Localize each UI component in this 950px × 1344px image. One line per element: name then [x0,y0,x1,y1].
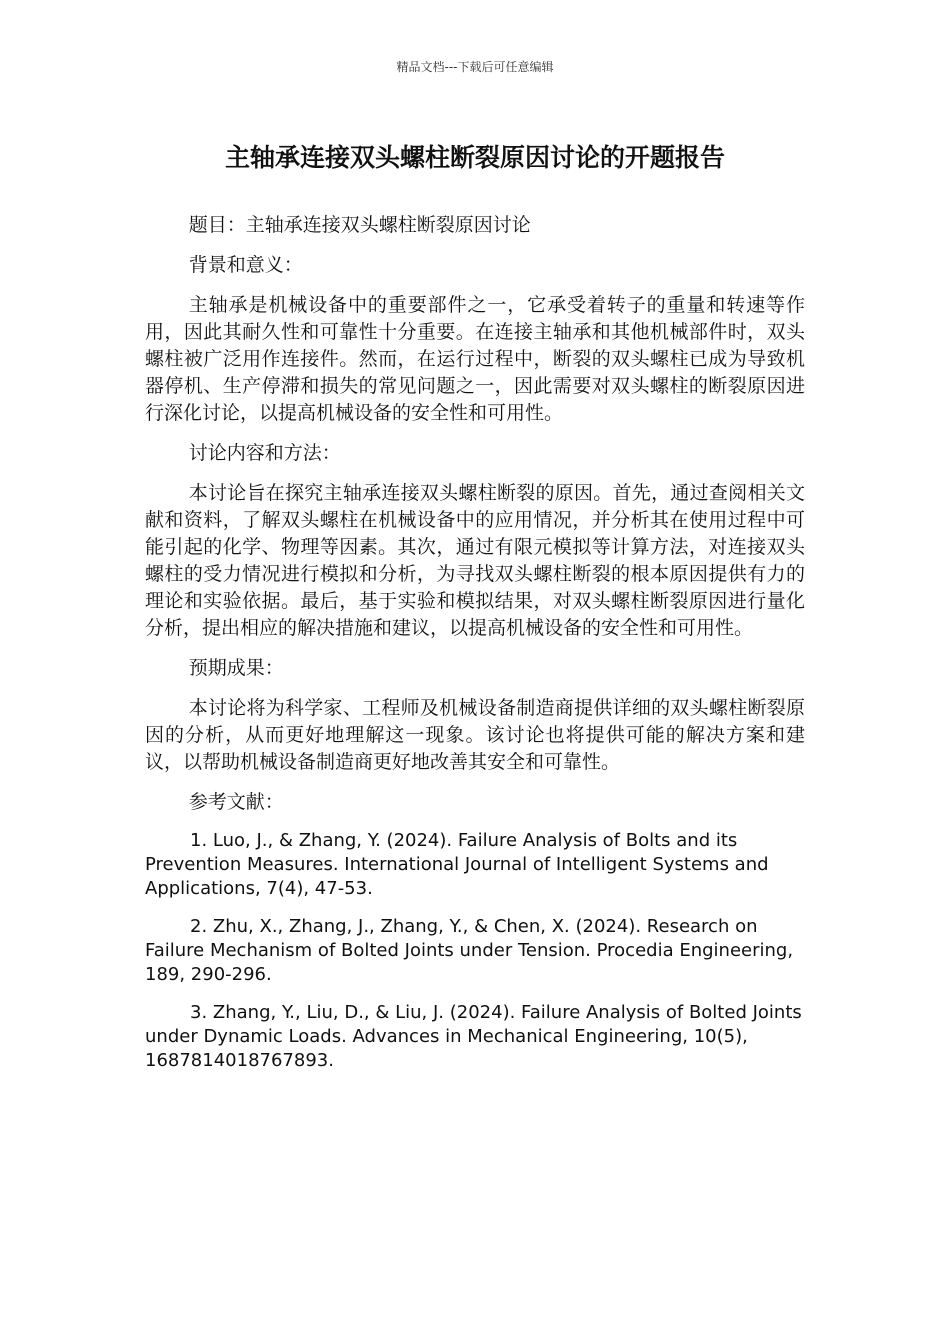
reference-item-3: 3. Zhang, Y., Liu, D., & Liu, J. (2024). Failure Analysis of Bolted Joints under Dynamic Loads. Advances in Mechanical Engineering, 10(5), 1687814018767893. [145,1002,802,1071]
results-heading: 预期成果： [188,657,284,679]
subject-line: 题目：主轴承连接双头螺柱断裂原因讨论 [188,214,531,236]
results-text: 本讨论将为科学家、工程师及机械设备制造商提供详细的双头螺柱断裂原因的分析，从而更好地理解这一现象。该讨论也将提供可能的解决方案和建议，以帮助机械设备制造商更好地改善其安全和可靠性。 [145,697,805,773]
methods-text: 本讨论旨在探究主轴承连接双头螺柱断裂的原因。首先，通过查阅相关文献和资料，了解双头螺柱在机械设备中的应用情况，并分析其在使用过程中可能引起的化学、物理等因素。其次，通过有限元模拟等计算方法，对连接双头螺柱的受力情况进行模拟和分析，为寻找双头螺柱断裂的根本原因提供有力的理论和实验依据。最后，基于实验和模拟结果，对双头螺柱断裂原因进行量化分析，提出相应的解决措施和建议，以提高机械设备的安全性和可用性。 [145,482,805,639]
references-heading: 参考文献： [188,791,284,813]
document-body [145,212,805,1087]
methods-heading: 讨论内容和方法： [188,442,341,464]
header-note: 精品文档---下载后可任意编辑 [396,60,554,74]
background-text: 主轴承是机械设备中的重要部件之一，它承受着转子的重量和转速等作用，因此其耐久性和可靠性十分重要。在连接主轴承和其他机械部件时，双头螺柱被广泛用作连接件。然而，在运行过程中，断裂的双头螺柱已成为导致机器停机、生产停滞和损失的常见问题之一，因此需要对双头螺柱的断裂原因进行深化讨论，以提高机械设备的安全性和可用性。 [145,294,805,424]
document-title: 主轴承连接双头螺柱断裂原因讨论的开题报告 [224,143,725,172]
reference-item-1: 1. Luo, J., & Zhang, Y. (2024). Failure Analysis of Bolts and its Prevention Measures. International Journal of Intelligent Systems and Applications, 7(4), 47-53. [145,830,769,899]
reference-item-2: 2. Zhu, X., Zhang, J., Zhang, Y., & Chen, X. (2024). Research on Failure Mechanism of Bolted Joints under Tension. Procedia Engineering, 189, 290-296. [145,916,794,985]
background-heading: 背景和意义： [188,254,303,276]
